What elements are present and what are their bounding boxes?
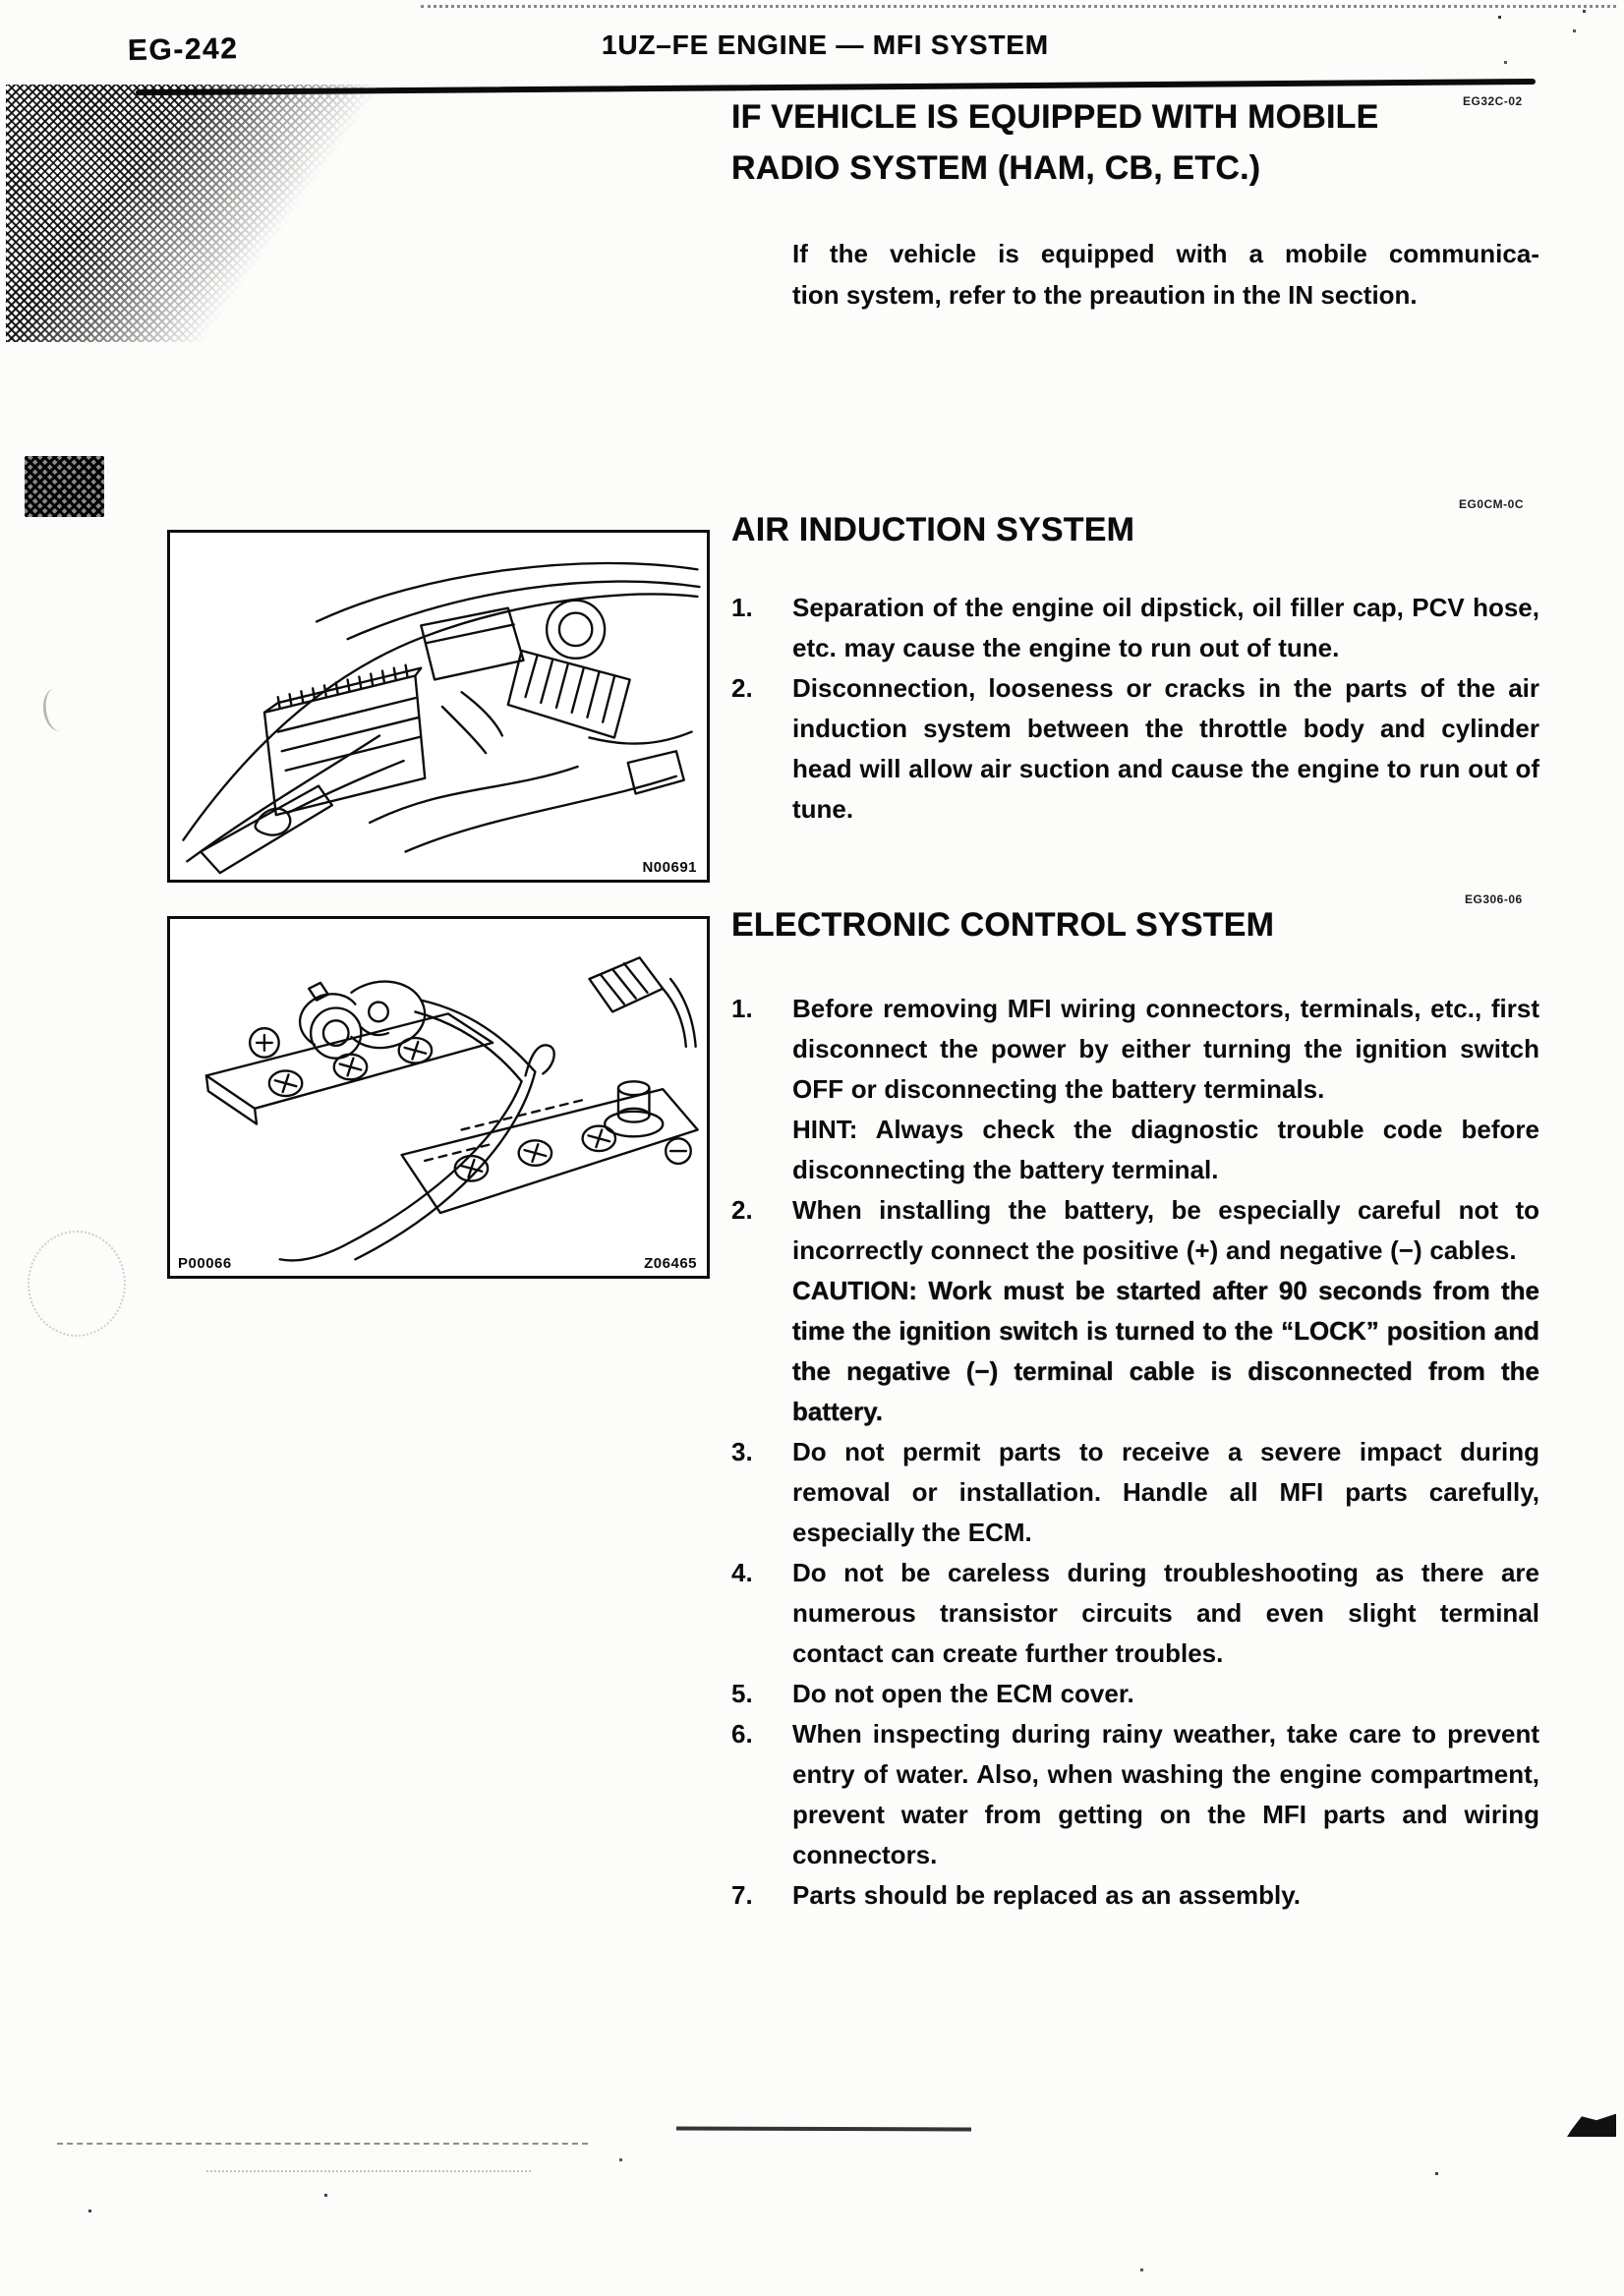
- section-tab-eg: [25, 456, 104, 517]
- mobile-radio-body-line1: If the vehicle is equipped with a mobile communica-: [792, 239, 1539, 268]
- list-item-text: Parts should be replaced as an assembly.: [792, 1880, 1301, 1910]
- list-item: [731, 1190, 1539, 1432]
- list-item-number: 4.: [731, 1558, 753, 1587]
- section-title-air-induction: AIR INDUCTION SYSTEM: [731, 511, 1135, 548]
- list-item: [731, 1674, 1539, 1714]
- page-header-title: 1UZ–FE ENGINE — MFI SYSTEM: [602, 29, 1049, 60]
- list-item: [731, 1714, 1539, 1875]
- scan-artifact-blob: [1567, 2111, 1616, 2137]
- list-item: [731, 588, 1539, 668]
- list-item-number: 2.: [731, 673, 753, 703]
- list-item-number: 7.: [731, 1880, 753, 1910]
- scan-artifact-dotted-line: [206, 2170, 531, 2172]
- section-title-mobile-radio-line1: IF VEHICLE IS EQUIPPED WITH MOBILE: [731, 98, 1379, 136]
- figure-label: P00066: [178, 1255, 232, 1272]
- minus-terminal-icon: [666, 1138, 691, 1164]
- plus-terminal-icon: [250, 1028, 279, 1058]
- section-code-electronic-control: EG306-06: [1465, 892, 1523, 906]
- list-item-text: When installing the battery, be especially careful not to incorrectly connect the positive (+) and negative (−) cables.: [792, 1195, 1539, 1265]
- hint-text: HINT: Always check the diagnostic trouble code before disconnecting the battery terminal.: [792, 1115, 1539, 1184]
- figure-engine-compartment: [167, 530, 710, 883]
- list-item-text: When inspecting during rainy weather, take care to prevent entry of water. Also, when washing the engine compartment, prevent water from getting on the MFI parts and wiring connectors.: [792, 1719, 1539, 1869]
- list-item: [731, 1875, 1539, 1916]
- caution-text: CAUTION: Work must be started after 90 seconds from the time the ignition switch is turned to the “LOCK” position and the negative (−) terminal cable is disconnected from the battery.: [792, 1276, 1539, 1426]
- list-item-text: Separation of the engine oil dipstick, oil filler cap, PCV hose, etc. may cause the engine to run out of tune.: [792, 593, 1539, 662]
- section-title-electronic-control: ELECTRONIC CONTROL SYSTEM: [731, 906, 1275, 944]
- figure-battery-terminals: [167, 916, 710, 1279]
- scan-artifact-ring: [28, 1231, 126, 1337]
- battery-cable: [280, 1001, 554, 1261]
- list-item-number: 1.: [731, 994, 753, 1023]
- scan-artifact-dashed-line: [57, 2143, 588, 2145]
- list-item: [731, 668, 1539, 830]
- scan-artifact-mark: [40, 686, 75, 733]
- page-number: EG-242: [127, 32, 239, 67]
- connector-inset: [589, 957, 695, 1047]
- list-item-text: Disconnection, looseness or cracks in the parts of the air induction system between the throttle body and cylinder head will allow air suction and cause the engine to run out of tune.: [792, 673, 1539, 824]
- air-induction-list: [731, 588, 1539, 830]
- battery-illustration: [170, 919, 707, 1276]
- mobile-radio-body-line2: tion system, refer to the preaution in the IN section.: [792, 280, 1418, 310]
- battery-post: [605, 1081, 663, 1136]
- list-item-number: 6.: [731, 1719, 753, 1749]
- section-title-mobile-radio-line2: RADIO SYSTEM (HAM, CB, ETC.): [731, 149, 1261, 187]
- list-item-number: 5.: [731, 1679, 753, 1708]
- list-item-text: Before removing MFI wiring connectors, terminals, etc., first disconnect the power by either turning the ignition switch OFF or disconnecting the battery terminals.: [792, 994, 1539, 1104]
- figure-label: Z06465: [644, 1255, 697, 1272]
- list-item-text: Do not permit parts to receive a severe impact during removal or installation. Handle all MFI parts carefully, especially the ECM.: [792, 1437, 1539, 1547]
- list-item-number: 1.: [731, 593, 753, 622]
- list-item-text: Do not be careless during troubleshooting as there are numerous transistor circuits and even slight terminal contact can create further troubles.: [792, 1558, 1539, 1668]
- scan-artifact-halftone-corner: [6, 85, 435, 342]
- scan-artifact-line: [676, 2126, 971, 2131]
- electronic-control-list: [731, 989, 1539, 1916]
- section-code-mobile-radio: EG32C-02: [1463, 94, 1523, 108]
- figure-label: N00691: [642, 859, 697, 876]
- scan-artifact-dotted-line: [421, 5, 1616, 8]
- list-item-number: 2.: [731, 1195, 753, 1225]
- battery-screw-icon: [455, 1126, 615, 1181]
- list-item: [731, 1432, 1539, 1553]
- list-item: [731, 1553, 1539, 1674]
- section-code-air-induction: EG0CM-0C: [1459, 497, 1525, 511]
- list-item-text: Do not open the ECM cover.: [792, 1679, 1134, 1708]
- scan-artifact-specks: [1498, 16, 1501, 19]
- list-item: [731, 989, 1539, 1190]
- list-item-number: 3.: [731, 1437, 753, 1466]
- engine-compartment-illustration: [170, 533, 707, 880]
